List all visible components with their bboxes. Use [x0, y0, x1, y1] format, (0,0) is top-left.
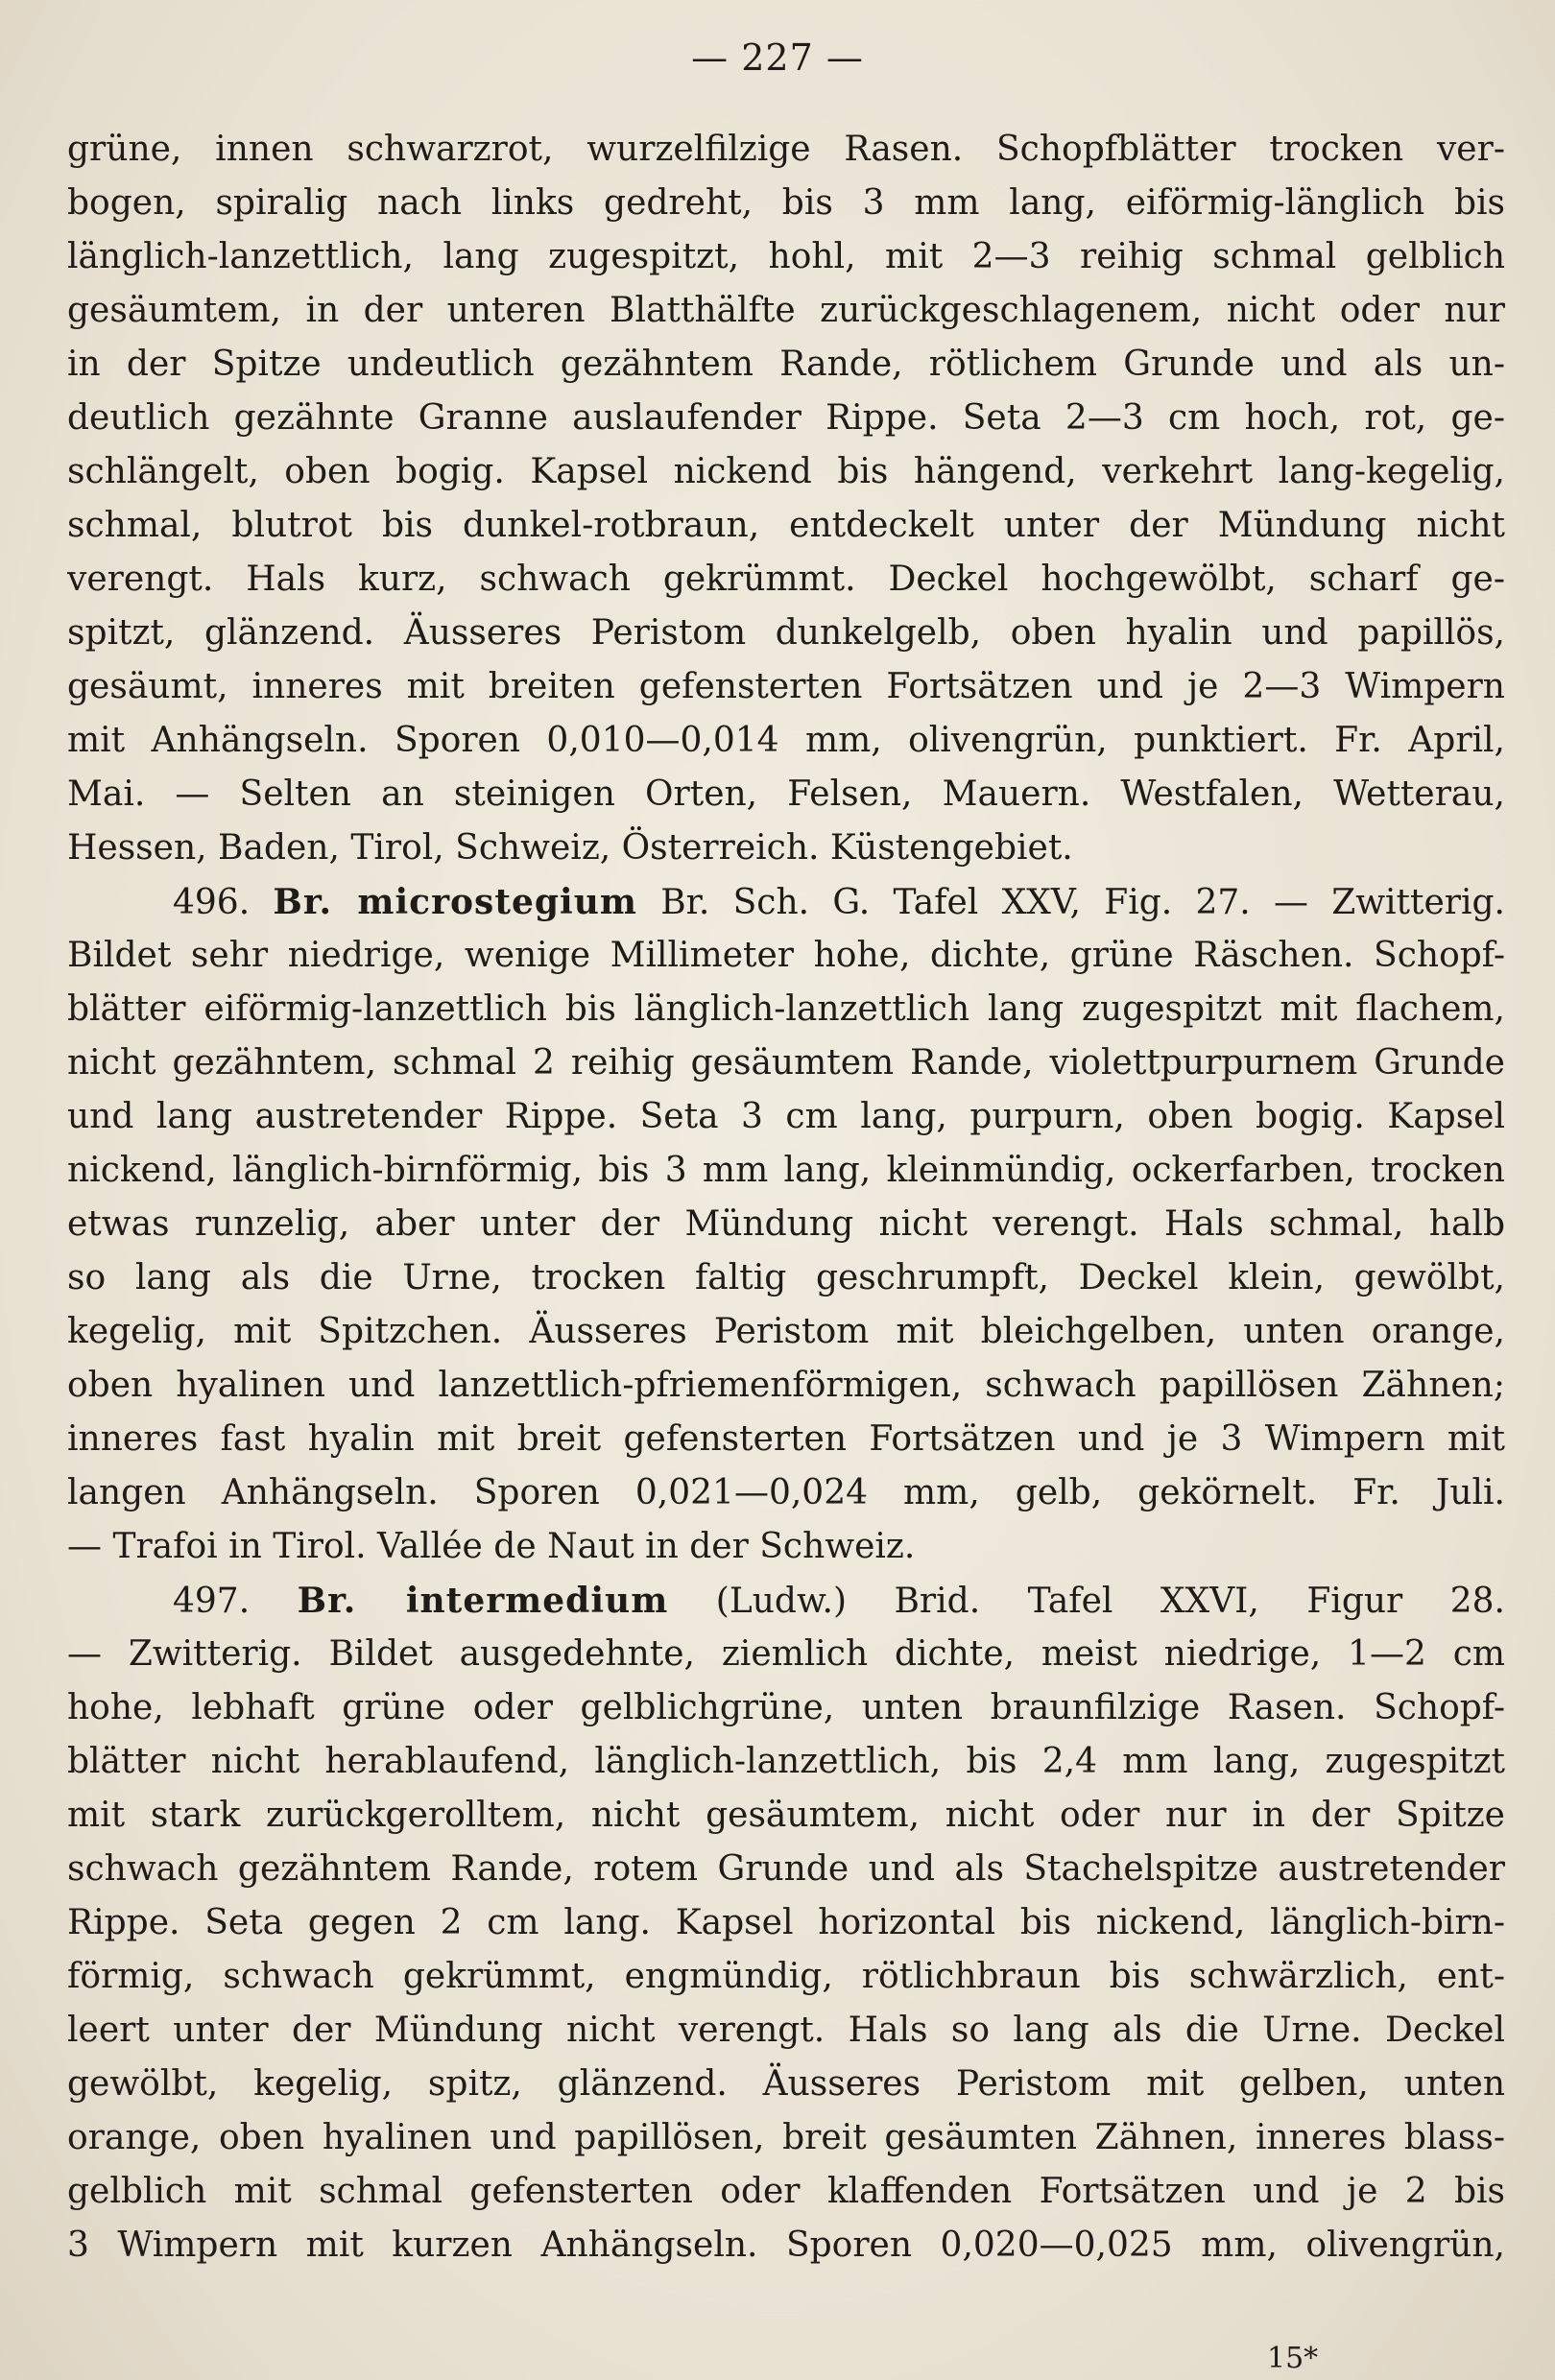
text-line: nicht gezähntem, schmal 2 reihig gesäumtem Rande, violettpurpurnem Grunde	[67, 1043, 1505, 1083]
text-line: schlängelt, oben bogig. Kapsel nickend bis hängend, verkehrt lang-kegelig,	[67, 452, 1505, 491]
text-line: spitzt, glänzend. Äusseres Peristom dunkelgelb, oben hyalin und papillös,	[67, 613, 1505, 653]
text-line: orange, oben hyalinen und papillösen, breit gesäumten Zähnen, inneres blass-	[67, 2118, 1505, 2157]
text-line: so lang als die Urne, trocken faltig geschrumpft, Deckel klein, gewölbt,	[67, 1258, 1505, 1297]
text-line: — Zwitterig. Bildet ausgedehnte, ziemlich dichte, meist niedrige, 1—2 cm	[67, 1634, 1505, 1674]
text-line: mit stark zurückgerolltem, nicht gesäumtem, nicht oder nur in der Spitze	[67, 1796, 1505, 1835]
text-line: deutlich gezähnte Granne auslaufender Rippe. Seta 2—3 cm hoch, rot, ge-	[67, 398, 1505, 438]
text-line: leert unter der Mündung nicht verengt. Hals so lang als die Urne. Deckel	[67, 2011, 1505, 2050]
body-text	[67, 123, 1505, 2273]
text-line: gesäumt, inneres mit breiten gefensterten Fortsätzen und je 2—3 Wimpern	[67, 667, 1505, 706]
text-line: blätter eiförmig-lanzettlich bis länglich-lanzettlich lang zugespitzt mit flachem,	[67, 989, 1505, 1029]
species-number: 497.	[173, 1582, 298, 1621]
text-line: langen Anhängseln. Sporen 0,021—0,024 mm, gelb, gekörnelt. Fr. Juli.	[67, 1473, 1505, 1512]
text-line: gesäumtem, in der unteren Blatthälfte zurückgeschlagenem, nicht oder nur	[67, 291, 1505, 330]
text-line: nickend, länglich-birnförmig, bis 3 mm lang, kleinmündig, ockerfarben, trocken	[67, 1151, 1505, 1190]
text-line: kegelig, mit Spitzchen. Äusseres Peristom mit bleichgelben, unten orange,	[67, 1312, 1505, 1351]
text-line: — Trafoi in Tirol. Vallée de Naut in der Schweiz.	[67, 1527, 916, 1566]
text-line: schwach gezähntem Rande, rotem Grunde und als Stachelspitze austretender	[67, 1849, 1505, 1889]
text-line: inneres fast hyalin mit breit gefensterten Fortsätzen und je 3 Wimpern mit	[67, 1419, 1505, 1459]
text-line: etwas runzelig, aber unter der Mündung nicht verengt. Hals schmal, halb	[67, 1204, 1505, 1244]
species-authority: Br. Sch. G. Tafel XXV, Fig. 27. — Zwitterig.	[636, 883, 1505, 922]
text-line: förmig, schwach gekrümmt, engmündig, rötlichbraun bis schwärzlich, ent-	[67, 1957, 1505, 1996]
text-line: oben hyalinen und lanzettlich-pfriemenförmigen, schwach papillösen Zähnen;	[67, 1366, 1505, 1405]
text-line: Bildet sehr niedrige, wenige Millimeter hohe, dichte, grüne Räschen. Schopf-	[67, 936, 1505, 975]
species-name: Br. microstegium	[273, 882, 637, 922]
text-line: blätter nicht herablaufend, länglich-lanzettlich, bis 2,4 mm lang, zugespitzt	[67, 1742, 1505, 1781]
species-heading-497	[67, 1574, 1505, 1628]
text-line: Hessen, Baden, Tirol, Schweiz, Österreich. Küstengebiet.	[67, 828, 1073, 868]
species-name: Br. intermedium	[297, 1581, 669, 1621]
text-line: bogen, spiralig nach links gedreht, bis 3 mm lang, eiförmig-länglich bis	[67, 183, 1505, 223]
text-line: Rippe. Seta gegen 2 cm lang. Kapsel horizontal bis nickend, länglich-birn-	[67, 1903, 1505, 1942]
text-line: grüne, innen schwarzrot, wurzelfilzige Rasen. Schopfblätter trocken ver-	[67, 130, 1505, 169]
text-line: gewölbt, kegelig, spitz, glänzend. Äusseres Peristom mit gelben, unten	[67, 2064, 1505, 2104]
text-line: schmal, blutrot bis dunkel-rotbraun, entdeckelt unter der Mündung nicht	[67, 506, 1505, 545]
text-line: länglich-lanzettlich, lang zugespitzt, hohl, mit 2—3 reihig schmal gelblich	[67, 237, 1505, 276]
text-line: gelblich mit schmal gefensterten oder klaffenden Fortsätzen und je 2 bis	[67, 2172, 1505, 2211]
species-heading-496	[67, 875, 1505, 929]
text-line: hohe, lebhaft grüne oder gelblichgrüne, unten braunfilzige Rasen. Schopf-	[67, 1688, 1505, 1727]
signature-mark: 15*	[1267, 2342, 1319, 2375]
species-authority: (Ludw.) Brid. Tafel XXVI, Figur 28.	[668, 1582, 1505, 1621]
text-line: 3 Wimpern mit kurzen Anhängseln. Sporen 0,020—0,025 mm, olivengrün,	[67, 2225, 1505, 2265]
text-line: mit Anhängseln. Sporen 0,010—0,014 mm, olivengrün, punktiert. Fr. April,	[67, 721, 1505, 760]
species-number: 496.	[173, 883, 274, 922]
text-line: verengt. Hals kurz, schwach gekrümmt. Deckel hochgewölbt, scharf ge-	[67, 559, 1505, 599]
text-line: in der Spitze undeutlich gezähntem Rande, rötlichem Grunde und als un-	[67, 345, 1505, 384]
page-number: — 227 —	[691, 36, 864, 79]
text-line: und lang austretender Rippe. Seta 3 cm lang, purpurn, oben bogig. Kapsel	[67, 1097, 1505, 1136]
text-line: Mai. — Selten an steinigen Orten, Felsen, Mauern. Westfalen, Wetterau,	[67, 774, 1505, 814]
